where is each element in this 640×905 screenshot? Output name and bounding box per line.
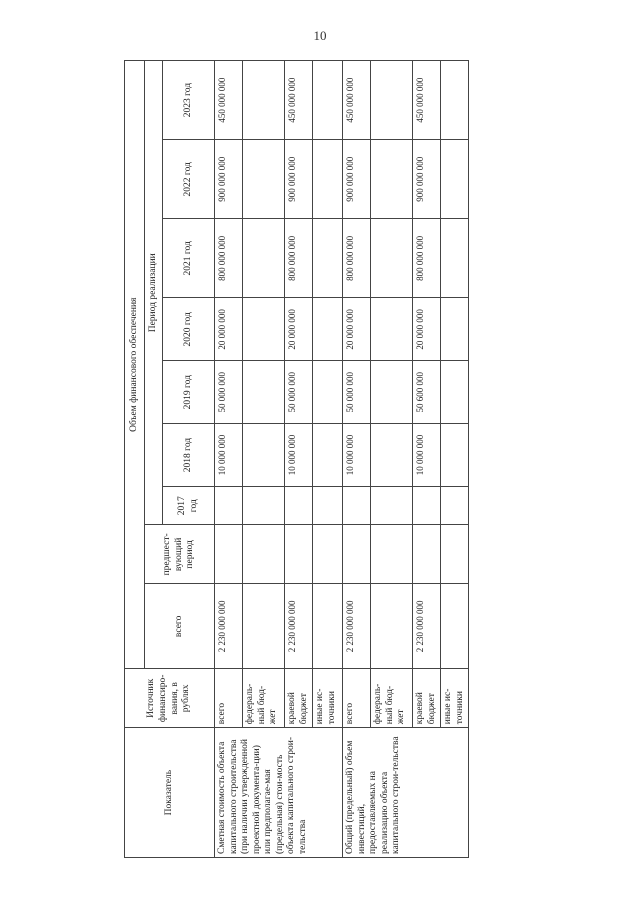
value-cell — [441, 486, 469, 525]
value-cell — [371, 61, 413, 140]
value-cell — [371, 424, 413, 487]
header-volume: Объем финансового обеспечения — [125, 61, 145, 669]
value-cell: 2 230 000 000 — [285, 584, 313, 669]
financing-table — [124, 60, 469, 858]
value-cell — [313, 424, 343, 487]
value-cell — [313, 219, 343, 298]
value-cell — [243, 219, 285, 298]
header-year: 2022 год — [163, 140, 215, 219]
value-cell — [313, 61, 343, 140]
value-cell — [243, 140, 285, 219]
source-cell: федераль-ный бюд-жет — [371, 669, 413, 728]
value-cell — [243, 525, 285, 584]
value-cell: 900 000 000 — [343, 140, 371, 219]
value-cell: 10 000 000 — [215, 424, 243, 487]
value-cell: 10 000 000 — [343, 424, 371, 487]
value-cell — [243, 584, 285, 669]
header-row-1 — [125, 61, 145, 858]
value-cell — [371, 298, 413, 361]
value-cell — [441, 584, 469, 669]
source-cell: иные ис-точники — [313, 669, 343, 728]
value-cell: 800 000 000 — [413, 219, 441, 298]
value-cell — [441, 525, 469, 584]
value-cell — [285, 486, 313, 525]
header-total: всего — [145, 584, 215, 669]
value-cell: 800 000 000 — [285, 219, 313, 298]
value-cell: 2 230 000 000 — [413, 584, 441, 669]
value-cell: 450 000 000 — [215, 61, 243, 140]
source-cell: всего — [343, 669, 371, 728]
value-cell: 50 600 000 — [413, 361, 441, 424]
indicator-cell: Сметная стоимость объекта капитального строительства (при наличии утвержденной проектной документа-ции) или предполагае-мая (предельная) стои-мость объекта капитального строи-тельства — [215, 728, 343, 858]
value-cell — [371, 140, 413, 219]
value-cell — [343, 486, 371, 525]
page-number: 10 — [313, 28, 327, 43]
value-cell: 900 000 000 — [413, 140, 441, 219]
value-cell — [243, 424, 285, 487]
value-cell: 900 000 000 — [285, 140, 313, 219]
value-cell: 2 230 000 000 — [215, 584, 243, 669]
rotated-table-container — [124, 60, 465, 858]
value-cell: 450 000 000 — [285, 61, 313, 140]
value-cell: 20 000 000 — [285, 298, 313, 361]
value-cell: 800 000 000 — [343, 219, 371, 298]
value-cell — [215, 525, 243, 584]
value-cell: 800 000 000 — [215, 219, 243, 298]
value-cell: 20 000 000 — [215, 298, 243, 361]
value-cell — [371, 361, 413, 424]
source-cell: всего — [215, 669, 243, 728]
value-cell: 900 000 000 — [215, 140, 243, 219]
header-implementation-period: Период реализации — [145, 61, 163, 525]
value-cell — [313, 584, 343, 669]
header-year: 2019 год — [163, 361, 215, 424]
header-year: 2018 год — [163, 424, 215, 487]
value-cell — [285, 525, 313, 584]
value-cell — [215, 486, 243, 525]
value-cell — [371, 486, 413, 525]
value-cell — [441, 61, 469, 140]
header-year: 2023 год — [163, 61, 215, 140]
header-indicator: Показатель — [125, 728, 215, 858]
table-row — [343, 61, 371, 858]
header-year: 2017 год — [163, 486, 215, 525]
value-cell: 2 230 000 000 — [343, 584, 371, 669]
value-cell — [243, 361, 285, 424]
value-cell — [413, 525, 441, 584]
value-cell — [371, 219, 413, 298]
value-cell — [371, 525, 413, 584]
header-previous-period: предшест-вующий период — [145, 525, 215, 584]
value-cell: 50 000 000 — [343, 361, 371, 424]
value-cell: 10 000 000 — [413, 424, 441, 487]
value-cell — [371, 584, 413, 669]
value-cell — [313, 298, 343, 361]
indicator-cell: Общий (предельный) объем инвестиций, предоставляемых на реализацию объекта капитального строи-тельства — [343, 728, 469, 858]
source-cell: иные ис-точники — [441, 669, 469, 728]
value-cell — [243, 486, 285, 525]
source-cell: федераль-ный бюд-жет — [243, 669, 285, 728]
source-cell: краевой бюджет — [413, 669, 441, 728]
value-cell: 20 000 000 — [343, 298, 371, 361]
value-cell — [441, 219, 469, 298]
value-cell: 10 000 000 — [285, 424, 313, 487]
value-cell — [313, 525, 343, 584]
value-cell — [313, 361, 343, 424]
source-cell: краевой бюджет — [285, 669, 313, 728]
value-cell: 450 000 000 — [343, 61, 371, 140]
value-cell — [313, 486, 343, 525]
value-cell — [413, 486, 441, 525]
value-cell — [441, 298, 469, 361]
value-cell — [441, 140, 469, 219]
header-year: 2021 год — [163, 219, 215, 298]
value-cell — [441, 361, 469, 424]
value-cell: 450 000 000 — [413, 61, 441, 140]
value-cell — [313, 140, 343, 219]
table-row — [215, 61, 243, 858]
value-cell — [441, 424, 469, 487]
header-year: 2020 год — [163, 298, 215, 361]
value-cell — [243, 298, 285, 361]
value-cell — [343, 525, 371, 584]
value-cell: 20 000 000 — [413, 298, 441, 361]
value-cell: 50 000 000 — [285, 361, 313, 424]
value-cell: 50 000 000 — [215, 361, 243, 424]
header-source: Источник финансиро-вания, в рублях — [125, 669, 215, 728]
value-cell — [243, 61, 285, 140]
